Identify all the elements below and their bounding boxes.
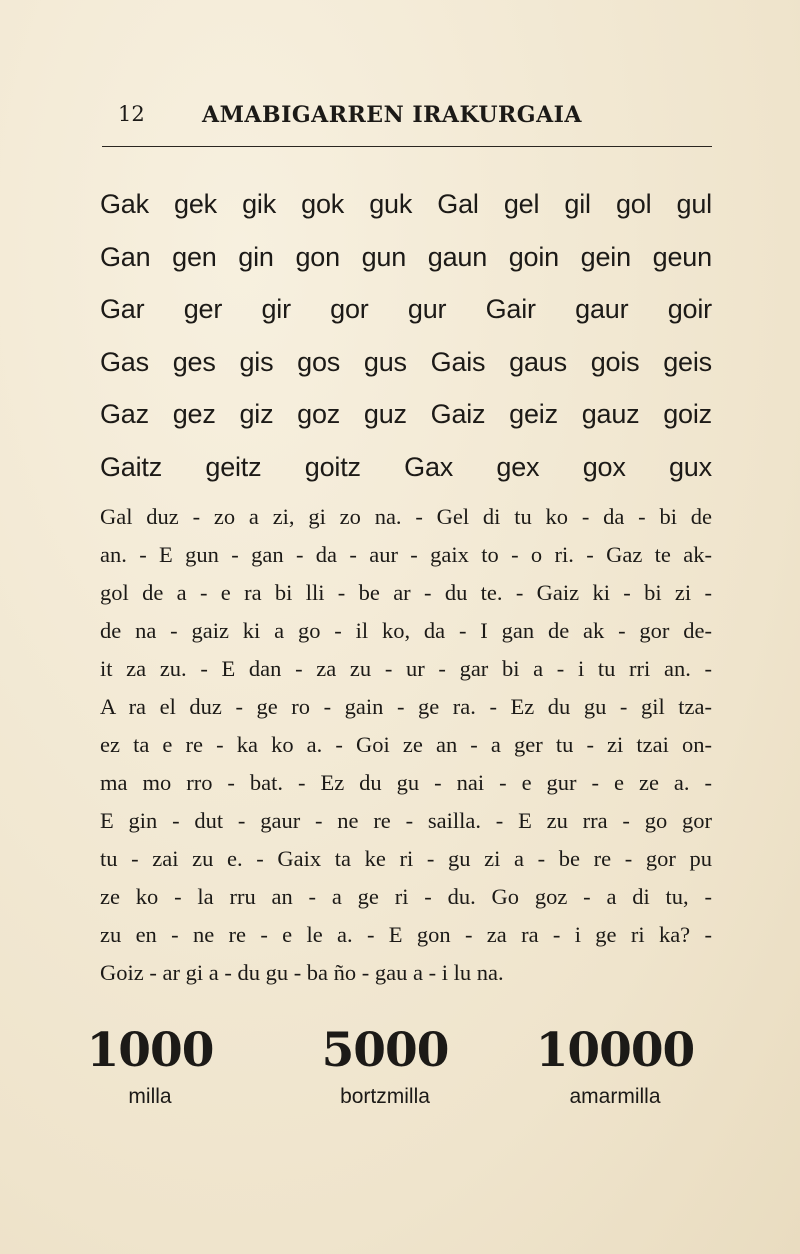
syllable: geitz <box>205 451 262 482</box>
syllable: gek <box>174 189 217 219</box>
syllable: Gais <box>430 346 486 377</box>
reading-line: tu - zai zu e. - Gaix ta ke ri - gu zi a - be re - gor pu <box>100 846 712 871</box>
syllable: Gal <box>437 189 479 219</box>
number-word: milla <box>128 1085 172 1108</box>
syllable: gir <box>261 294 291 324</box>
syllable: goiz <box>663 399 712 429</box>
reading-line: gol de a - e ra bi lli - be ar - du te. - Gaiz ki - bi zi - <box>100 580 712 605</box>
syllable: gauz <box>581 399 640 429</box>
number-words <box>80 1020 720 1130</box>
syllable-row <box>100 388 712 441</box>
reading-line: ma mo rro - bat. - Ez du gu - nai - e gur - e ze a. - <box>100 770 712 795</box>
number-value: 5000 <box>321 1023 449 1078</box>
syllable-row <box>100 178 712 231</box>
syllable: giz <box>239 399 274 429</box>
syllable: guk <box>369 189 413 219</box>
syllable: gux <box>668 451 712 482</box>
syllable: gis <box>239 346 274 377</box>
syllable: Gaitz <box>100 451 163 482</box>
syllable: gin <box>238 241 274 272</box>
syllable: gaus <box>509 346 567 377</box>
running-title: AMABIGARREN IRAKURGAIA <box>202 102 583 128</box>
number-item <box>80 1020 220 1112</box>
syllable: guz <box>363 399 407 429</box>
syllable: gen <box>172 241 217 272</box>
syllable: geiz <box>509 399 558 429</box>
syllable: geis <box>663 346 712 377</box>
syllable-table <box>100 178 712 493</box>
syllable: gaur <box>575 294 629 324</box>
syllable: Gar <box>100 294 145 324</box>
syllable: gox <box>582 451 626 482</box>
syllable: gol <box>615 189 652 219</box>
page-header <box>118 98 718 138</box>
syllable: ges <box>172 346 216 377</box>
number-item <box>305 1020 465 1112</box>
syllable: Gair <box>485 294 536 324</box>
reading-line: Gal duz - zo a zi, gi zo na. - Gel di tu ko - da - bi de <box>100 504 712 529</box>
reading-line: an. - E gun - gan - da - aur - gaix to - o ri. - Gaz te ak- <box>100 542 712 567</box>
syllable: gok <box>301 189 345 219</box>
reading-line: de na - gaiz ki a go - il ko, da - I gan de ak - gor de- <box>100 618 712 643</box>
syllable: goz <box>297 399 341 429</box>
reading-line: zu en - ne re - e le a. - E gon - za ra - i ge ri ka? - <box>100 922 712 947</box>
reading-line: ze ko - la rru an - a ge ri - du. Go goz - a di tu, - <box>100 884 712 909</box>
syllable-row <box>100 231 712 284</box>
syllable: goir <box>667 294 712 324</box>
syllable: gez <box>172 399 216 429</box>
syllable: gaun <box>427 241 488 272</box>
syllable: gein <box>580 241 631 272</box>
reading-line: it za zu. - E dan - za zu - ur - gar bi a - i tu rri an. - <box>100 656 712 681</box>
syllable: Gaiz <box>430 399 486 429</box>
reading-line: Goiz - ar gi a - du gu - ba ño - gau a - i lu na. <box>100 960 504 985</box>
syllable-row <box>100 336 712 389</box>
syllable: Gas <box>100 346 149 377</box>
number-word: bortzmilla <box>340 1085 430 1108</box>
syllable: gor <box>330 294 369 324</box>
syllable: Gax <box>404 451 454 482</box>
syllable: geun <box>652 241 712 272</box>
number-item <box>520 1020 710 1112</box>
page-number: 12 <box>118 102 145 126</box>
syllable: Gak <box>100 189 149 219</box>
syllable: gun <box>361 241 407 272</box>
syllable: ger <box>183 294 223 324</box>
number-value: 1000 <box>86 1023 214 1078</box>
syllable: gex <box>496 451 540 482</box>
syllable: gik <box>242 189 277 219</box>
syllable: gus <box>363 346 407 377</box>
syllable: gil <box>564 189 591 219</box>
syllable: goitz <box>304 451 361 482</box>
syllable: gos <box>297 346 341 377</box>
syllable-row <box>100 283 712 336</box>
header-rule <box>102 146 712 147</box>
reading-line: E gin - dut - gaur - ne re - sailla. - E zu rra - go gor <box>100 808 712 833</box>
reading-line: ez ta e re - ka ko a. - Goi ze an - a ger tu - zi tzai on- <box>100 732 712 757</box>
number-word: amarmilla <box>569 1085 661 1108</box>
syllable: gul <box>676 189 712 219</box>
syllable: gel <box>503 189 540 219</box>
syllable: goin <box>508 241 559 272</box>
syllable: gon <box>295 241 340 272</box>
syllable: gois <box>590 346 640 377</box>
reading-passage <box>100 498 712 992</box>
reading-line: A ra el duz - ge ro - gain - ge ra. - Ez du gu - gil tza- <box>100 694 712 719</box>
syllable: Gaz <box>100 399 149 429</box>
syllable-row <box>100 441 712 494</box>
syllable: gur <box>407 294 447 324</box>
syllable: Gan <box>100 241 151 272</box>
number-value: 10000 <box>535 1023 695 1078</box>
